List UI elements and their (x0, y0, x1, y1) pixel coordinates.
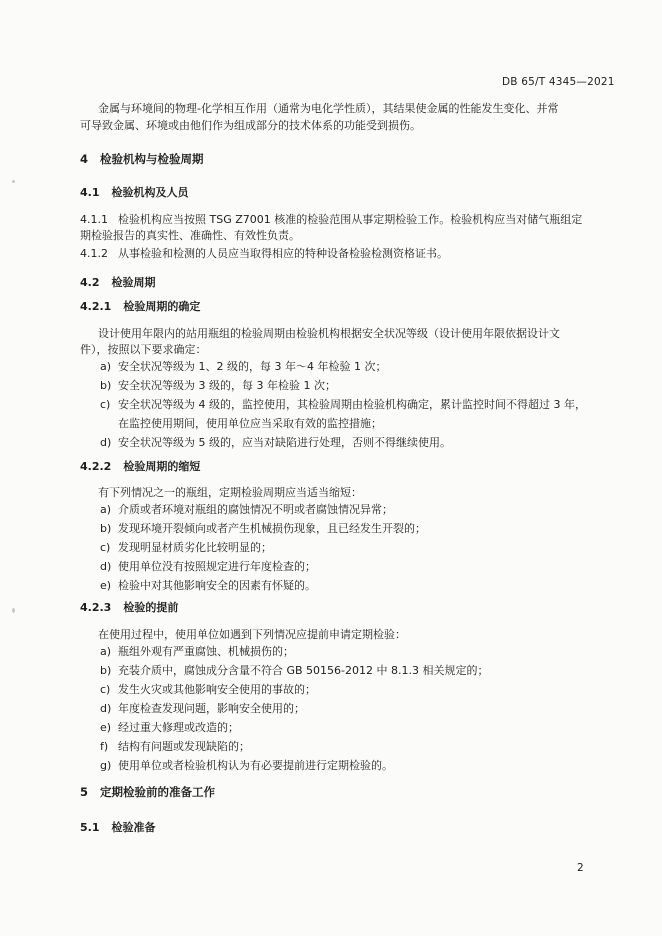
page-number: 2 (577, 862, 584, 874)
list-item (100, 718, 489, 737)
list-item (100, 661, 489, 680)
clause-4-2-2-lead: 有下列情况之一的瓶组，定期检验周期应当适当缩短： (98, 486, 362, 499)
clause-number: 4.2.2 (80, 460, 112, 473)
list-text: 结构有问题或发现缺陷的； (118, 740, 250, 753)
clause-title: 检验的提前 (123, 601, 179, 614)
list-text: 发现明显材质劣化比较明显的； (118, 541, 272, 554)
list-label: b) (100, 664, 112, 677)
list-item (100, 395, 586, 414)
section-number: 4 (80, 152, 89, 166)
clause-title: 检验周期的确定 (123, 300, 201, 313)
clause-title: 检验周期的缩短 (123, 460, 201, 473)
list-item (100, 576, 426, 595)
list-item (100, 680, 489, 699)
list-text: 检验中对其他影响安全的因素有怀疑的。 (118, 579, 316, 592)
clause-4-2-1-heading (80, 298, 200, 314)
section-5-1-heading (80, 819, 156, 835)
list-label: e) (100, 579, 112, 592)
period-determination-list (100, 357, 586, 452)
document-number: DB 65/T 4345—2021 (502, 76, 615, 88)
clause-4-1-1-line-2: 期检验报告的真实性、准确性、有效性负责。 (80, 229, 300, 242)
list-label: d) (100, 702, 112, 715)
list-label: f) (100, 740, 109, 753)
list-item (100, 737, 489, 756)
list-label: e) (100, 721, 112, 734)
section-title: 检验机构与检验周期 (100, 152, 204, 166)
list-label: c) (100, 683, 111, 696)
list-text: 瓶组外观有严重腐蚀、机械损伤的； (118, 645, 294, 658)
list-text: 发现环境开裂倾向或者产生机械损伤现象，且已经发生开裂的； (118, 522, 426, 535)
list-text: 发生火灾或其他影响安全使用的事故的； (118, 683, 316, 696)
list-item (100, 357, 586, 376)
list-text: 介质或者环境对瓶组的腐蚀情况不明或者腐蚀情况异常； (118, 503, 393, 516)
list-label: a) (100, 360, 112, 373)
list-item (100, 699, 489, 718)
list-item (100, 538, 426, 557)
clause-number: 4.2.1 (80, 300, 112, 313)
list-item (100, 433, 586, 452)
list-label: b) (100, 522, 112, 535)
section-5-heading (80, 784, 215, 800)
section-number: 4.1 (80, 186, 100, 199)
intro-line-2: 可导致金属、环境或由他们作为组成部分的技术体系的功能受到损伤。 (80, 119, 421, 132)
list-label: a) (100, 645, 112, 658)
clause-4-2-3-heading (80, 599, 178, 615)
list-text: 安全状况等级为 3 级的，每 3 年检验 1 次； (118, 379, 336, 392)
clause-number: 4.1.1 (80, 213, 108, 226)
clause-4-2-3-lead: 在使用过程中，使用单位如遇到下列情况应提前申请定期检验： (98, 628, 406, 641)
list-text: 年度检查发现问题，影响安全使用的； (118, 702, 305, 715)
list-text: 充装介质中，腐蚀成分含量不符合 GB 50156-2012 中 8.1.3 相关规定的； (118, 664, 489, 677)
clause-4-2-2-heading (80, 458, 200, 474)
list-text: 经过重大修理或改造的； (118, 721, 239, 734)
section-4-2-heading (80, 274, 156, 290)
scan-speck (12, 180, 15, 183)
list-text: 安全状况等级为 5 级的，应当对缺陷进行处理，否则不得继续使用。 (118, 436, 451, 449)
list-text: 使用单位没有按照规定进行年度检查的； (118, 560, 316, 573)
clause-text: 检验机构应当按照 TSG Z7001 核准的检验范围从事定期检验工作。检验机构应当对储气瓶组定 (118, 213, 583, 226)
list-item (100, 500, 426, 519)
list-label: d) (100, 560, 112, 573)
list-label: c) (100, 541, 111, 554)
period-shortening-list (100, 500, 426, 595)
section-title: 检验周期 (111, 276, 156, 289)
section-title: 检验机构及人员 (111, 186, 189, 199)
section-4-1-heading (80, 184, 189, 200)
list-item-continuation (100, 414, 586, 433)
list-item (100, 642, 489, 661)
clause-4-1-1-line-1 (80, 212, 582, 228)
intro-line-1: 金属与环境间的物理-化学相互作用（通常为电化学性质），其结果使金属的性能发生变化、并常 (98, 102, 559, 115)
clause-number: 4.2.3 (80, 601, 112, 614)
early-inspection-list (100, 642, 489, 775)
clause-4-2-1-line-1: 设计使用年限内的站用瓶组的检验周期由检验机构根据安全状况等级（设计使用年限依据设计文 (98, 327, 560, 340)
section-title: 检验准备 (111, 821, 156, 834)
list-label: c) (100, 398, 111, 411)
list-text: 安全状况等级为 1、2 级的，每 3 年～4 年检验 1 次； (118, 360, 387, 373)
list-text: 在监控使用期间，使用单位应当采取有效的监控措施； (118, 417, 382, 430)
section-number: 5 (80, 785, 89, 799)
clause-text: 从事检验和检测的人员应当取得相应的特种设备检验检测资格证书。 (118, 247, 448, 260)
section-number: 5.1 (80, 821, 100, 834)
list-label: g) (100, 759, 112, 772)
section-4-heading (80, 151, 204, 167)
scan-speck (12, 608, 15, 613)
list-text: 使用单位或者检验机构认为有必要提前进行定期检验的。 (118, 759, 393, 772)
list-item (100, 376, 586, 395)
list-item (100, 519, 426, 538)
list-label: d) (100, 436, 112, 449)
list-text: 安全状况等级为 4 级的，监控使用，其检验周期由检验机构确定，累计监控时间不得超过 3 年， (118, 398, 586, 411)
clause-4-1-2 (80, 246, 448, 262)
section-number: 4.2 (80, 276, 100, 289)
clause-4-2-1-line-2: 件），按照以下要求确定： (80, 343, 207, 356)
list-item (100, 557, 426, 576)
list-label: b) (100, 379, 112, 392)
clause-number: 4.1.2 (80, 247, 108, 260)
list-item (100, 756, 489, 775)
list-label: a) (100, 503, 112, 516)
section-title: 定期检验前的准备工作 (100, 785, 216, 799)
